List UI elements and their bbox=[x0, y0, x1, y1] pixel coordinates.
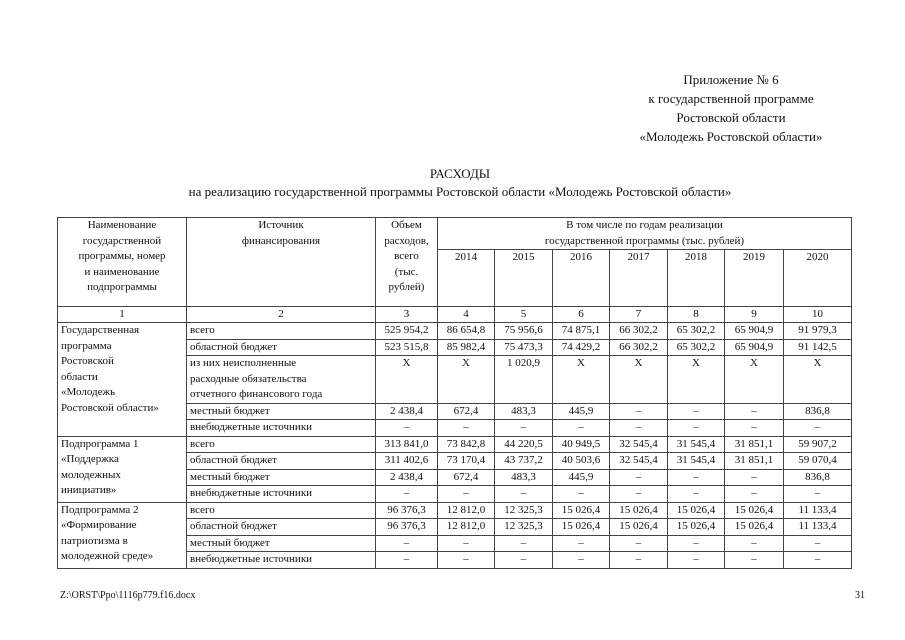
column-number: 10 bbox=[784, 306, 852, 323]
document-title: РАСХОДЫ bbox=[429, 166, 491, 181]
value-cell: 73 170,4 bbox=[438, 453, 495, 470]
value-cell: – bbox=[610, 420, 668, 437]
cell-text-line: государственной bbox=[82, 234, 162, 247]
program-name bbox=[58, 323, 187, 437]
value-cell: 74 875,1 bbox=[553, 323, 610, 340]
value-cell: 96 376,3 bbox=[376, 519, 438, 536]
value-cell: 66 302,2 bbox=[610, 339, 668, 356]
value-cell: 12 812,0 bbox=[438, 502, 495, 519]
value-cell: – bbox=[376, 486, 438, 503]
value-cell: – bbox=[784, 552, 852, 569]
header-name bbox=[58, 218, 187, 307]
value-cell: 15 026,4 bbox=[553, 519, 610, 536]
value-cell: 91 979,3 bbox=[784, 323, 852, 340]
column-number: 9 bbox=[725, 306, 784, 323]
header-source bbox=[187, 218, 376, 307]
value-cell: 12 325,3 bbox=[495, 519, 553, 536]
value-cell: 15 026,4 bbox=[725, 519, 784, 536]
cell-text-line: отчетного финансового года bbox=[190, 388, 323, 401]
value-cell: 12 812,0 bbox=[438, 519, 495, 536]
cell-text-line: патриотизма в bbox=[61, 534, 128, 547]
value-cell: 65 904,9 bbox=[725, 323, 784, 340]
cell-text-line: молодежных bbox=[61, 468, 121, 481]
cell-text-line: программа bbox=[61, 339, 112, 352]
cell-text-line: «Формирование bbox=[61, 519, 137, 532]
value-cell: – bbox=[784, 486, 852, 503]
value-cell: 15 026,4 bbox=[610, 502, 668, 519]
cell-text-line: Источник bbox=[258, 219, 304, 231]
column-number: 4 bbox=[438, 306, 495, 323]
value-cell: – bbox=[725, 420, 784, 437]
cell-text-line: всего bbox=[394, 250, 419, 262]
column-number: 2 bbox=[187, 306, 376, 323]
expenses-table bbox=[57, 217, 852, 569]
column-number-row bbox=[58, 306, 852, 323]
value-cell: 15 026,4 bbox=[668, 519, 725, 536]
appendix-line: Приложение № 6 bbox=[683, 72, 779, 87]
table-row bbox=[58, 323, 852, 340]
value-cell: Х bbox=[376, 356, 438, 404]
value-cell: – bbox=[495, 552, 553, 569]
cell-text-line: В том числе по годам реализации bbox=[566, 219, 723, 231]
value-cell: Х bbox=[610, 356, 668, 404]
value-cell: – bbox=[784, 535, 852, 552]
value-cell: 65 302,2 bbox=[668, 323, 725, 340]
header-volume bbox=[376, 218, 438, 307]
cell-text-line: подпрограммы bbox=[87, 281, 157, 293]
value-cell: – bbox=[668, 403, 725, 420]
column-number: 6 bbox=[553, 306, 610, 323]
cell-text-line: Наименование bbox=[87, 219, 157, 231]
value-cell: 836,8 bbox=[784, 403, 852, 420]
table-row bbox=[58, 502, 852, 519]
funding-source: всего bbox=[187, 323, 376, 340]
value-cell: 44 220,5 bbox=[495, 436, 553, 453]
value-cell: 40 503,6 bbox=[553, 453, 610, 470]
header-year: 2018 bbox=[668, 250, 725, 307]
value-cell: – bbox=[376, 552, 438, 569]
value-cell: 40 949,5 bbox=[553, 436, 610, 453]
value-cell: – bbox=[495, 535, 553, 552]
value-cell: Х bbox=[784, 356, 852, 404]
value-cell: 66 302,2 bbox=[610, 323, 668, 340]
value-cell: – bbox=[668, 469, 725, 486]
cell-text-line: Государственная bbox=[61, 324, 140, 337]
appendix-line: Ростовской области bbox=[676, 110, 786, 125]
value-cell: 65 302,2 bbox=[668, 339, 725, 356]
value-cell: 836,8 bbox=[784, 469, 852, 486]
header-year: 2019 bbox=[725, 250, 784, 307]
column-number: 3 bbox=[376, 306, 438, 323]
funding-source: местный бюджет bbox=[187, 469, 376, 486]
funding-source: местный бюджет bbox=[187, 403, 376, 420]
value-cell: 91 142,5 bbox=[784, 339, 852, 356]
value-cell: 96 376,3 bbox=[376, 502, 438, 519]
header-year: 2017 bbox=[610, 250, 668, 307]
value-cell: 74 429,2 bbox=[553, 339, 610, 356]
funding-source: внебюджетные источники bbox=[187, 486, 376, 503]
program-name bbox=[58, 502, 187, 568]
value-cell: 445,9 bbox=[553, 469, 610, 486]
value-cell: – bbox=[495, 486, 553, 503]
value-cell: – bbox=[495, 420, 553, 437]
value-cell: 445,9 bbox=[553, 403, 610, 420]
appendix-line: «Молодежь Ростовской области» bbox=[639, 129, 823, 144]
value-cell: 1 020,9 bbox=[495, 356, 553, 404]
value-cell: – bbox=[376, 535, 438, 552]
document-subtitle: на реализацию государственной программы Ростовской области «Молодежь Ростовской области» bbox=[188, 184, 732, 199]
header-year: 2020 bbox=[784, 250, 852, 307]
value-cell: 75 956,6 bbox=[495, 323, 553, 340]
column-number: 7 bbox=[610, 306, 668, 323]
value-cell: – bbox=[553, 420, 610, 437]
value-cell: 31 545,4 bbox=[668, 453, 725, 470]
cell-text-line: Объем bbox=[391, 219, 422, 231]
funding-source bbox=[187, 356, 376, 404]
funding-source: областной бюджет bbox=[187, 339, 376, 356]
funding-source: всего bbox=[187, 502, 376, 519]
page-number: 31 bbox=[855, 590, 865, 601]
cell-text-line: «Молодежь bbox=[61, 386, 116, 399]
value-cell: 31 545,4 bbox=[668, 436, 725, 453]
value-cell: 2 438,4 bbox=[376, 403, 438, 420]
header-year: 2014 bbox=[438, 250, 495, 307]
cell-text-line: финансирования bbox=[241, 234, 321, 247]
cell-text-line: Подпрограмма 1 bbox=[61, 437, 139, 450]
cell-text-line: программы, номер bbox=[78, 250, 166, 262]
value-cell: – bbox=[725, 535, 784, 552]
value-cell: 483,3 bbox=[495, 403, 553, 420]
value-cell: 11 133,4 bbox=[784, 502, 852, 519]
value-cell: – bbox=[553, 535, 610, 552]
value-cell: – bbox=[725, 486, 784, 503]
value-cell: – bbox=[610, 486, 668, 503]
value-cell: 31 851,1 bbox=[725, 453, 784, 470]
cell-text-line: молодежной среде» bbox=[61, 550, 154, 563]
value-cell: 15 026,4 bbox=[553, 502, 610, 519]
value-cell: Х bbox=[553, 356, 610, 404]
value-cell: – bbox=[725, 469, 784, 486]
value-cell: 32 545,4 bbox=[610, 453, 668, 470]
value-cell: 672,4 bbox=[438, 469, 495, 486]
value-cell: 65 904,9 bbox=[725, 339, 784, 356]
column-number: 5 bbox=[495, 306, 553, 323]
value-cell: 11 133,4 bbox=[784, 519, 852, 536]
appendix-line: к государственной программе bbox=[648, 91, 814, 106]
value-cell: – bbox=[438, 552, 495, 569]
cell-text-line: инициатив» bbox=[61, 484, 117, 497]
value-cell: – bbox=[376, 420, 438, 437]
value-cell: – bbox=[438, 420, 495, 437]
value-cell: 15 026,4 bbox=[725, 502, 784, 519]
value-cell: 483,3 bbox=[495, 469, 553, 486]
value-cell: – bbox=[610, 535, 668, 552]
table-row bbox=[58, 436, 852, 453]
value-cell: – bbox=[668, 535, 725, 552]
value-cell: – bbox=[725, 403, 784, 420]
value-cell: 43 737,2 bbox=[495, 453, 553, 470]
value-cell: Х bbox=[725, 356, 784, 404]
value-cell: 15 026,4 bbox=[610, 519, 668, 536]
cell-text-line: Ростовской bbox=[61, 355, 114, 368]
value-cell: 85 982,4 bbox=[438, 339, 495, 356]
header-row bbox=[58, 218, 852, 250]
cell-text-line: области bbox=[61, 370, 98, 383]
value-cell: 15 026,4 bbox=[668, 502, 725, 519]
header-years-caption bbox=[438, 218, 852, 250]
value-cell: 313 841,0 bbox=[376, 436, 438, 453]
funding-source: всего bbox=[187, 436, 376, 453]
value-cell: – bbox=[668, 420, 725, 437]
funding-source: областной бюджет bbox=[187, 453, 376, 470]
value-cell: – bbox=[553, 486, 610, 503]
cell-text-line: государственной программы (тыс. рублей) bbox=[544, 234, 745, 247]
value-cell: – bbox=[668, 552, 725, 569]
header-year: 2015 bbox=[495, 250, 553, 307]
cell-text-line: расходов, bbox=[384, 234, 429, 247]
program-name bbox=[58, 436, 187, 502]
funding-source: областной бюджет bbox=[187, 519, 376, 536]
funding-source: внебюджетные источники bbox=[187, 552, 376, 569]
value-cell: 59 907,2 bbox=[784, 436, 852, 453]
cell-text-line: Ростовской области» bbox=[61, 401, 159, 414]
value-cell: – bbox=[438, 486, 495, 503]
value-cell: – bbox=[553, 552, 610, 569]
header-year: 2016 bbox=[553, 250, 610, 307]
value-cell: – bbox=[438, 535, 495, 552]
funding-source: внебюджетные источники bbox=[187, 420, 376, 437]
value-cell: – bbox=[668, 486, 725, 503]
cell-text-line: Подпрограмма 2 bbox=[61, 503, 139, 516]
value-cell: – bbox=[784, 420, 852, 437]
column-number: 1 bbox=[58, 306, 187, 323]
funding-source: местный бюджет bbox=[187, 535, 376, 552]
value-cell: 73 842,8 bbox=[438, 436, 495, 453]
cell-text-line: и наименование bbox=[84, 265, 160, 278]
value-cell: 86 654,8 bbox=[438, 323, 495, 340]
value-cell: 2 438,4 bbox=[376, 469, 438, 486]
value-cell: 32 545,4 bbox=[610, 436, 668, 453]
value-cell: 75 473,3 bbox=[495, 339, 553, 356]
value-cell: – bbox=[610, 552, 668, 569]
value-cell: 59 070,4 bbox=[784, 453, 852, 470]
value-cell: Х bbox=[668, 356, 725, 404]
value-cell: 311 402,6 bbox=[376, 453, 438, 470]
value-cell: 31 851,1 bbox=[725, 436, 784, 453]
file-path: Z:\ORST\Ppo\1116p779.f16.docx bbox=[60, 590, 196, 601]
appendix-caption bbox=[600, 70, 862, 146]
cell-text-line: из них неисполненные bbox=[190, 357, 297, 370]
value-cell: 523 515,8 bbox=[376, 339, 438, 356]
cell-text-line: рублей) bbox=[388, 281, 425, 293]
value-cell: – bbox=[610, 469, 668, 486]
cell-text-line: (тыс. bbox=[394, 265, 419, 278]
value-cell: 525 954,2 bbox=[376, 323, 438, 340]
cell-text-line: «Поддержка bbox=[61, 453, 119, 466]
value-cell: 672,4 bbox=[438, 403, 495, 420]
value-cell: Х bbox=[438, 356, 495, 404]
value-cell: 12 325,3 bbox=[495, 502, 553, 519]
value-cell: – bbox=[610, 403, 668, 420]
cell-text-line: расходные обязательства bbox=[190, 372, 307, 385]
value-cell: – bbox=[725, 552, 784, 569]
column-number: 8 bbox=[668, 306, 725, 323]
